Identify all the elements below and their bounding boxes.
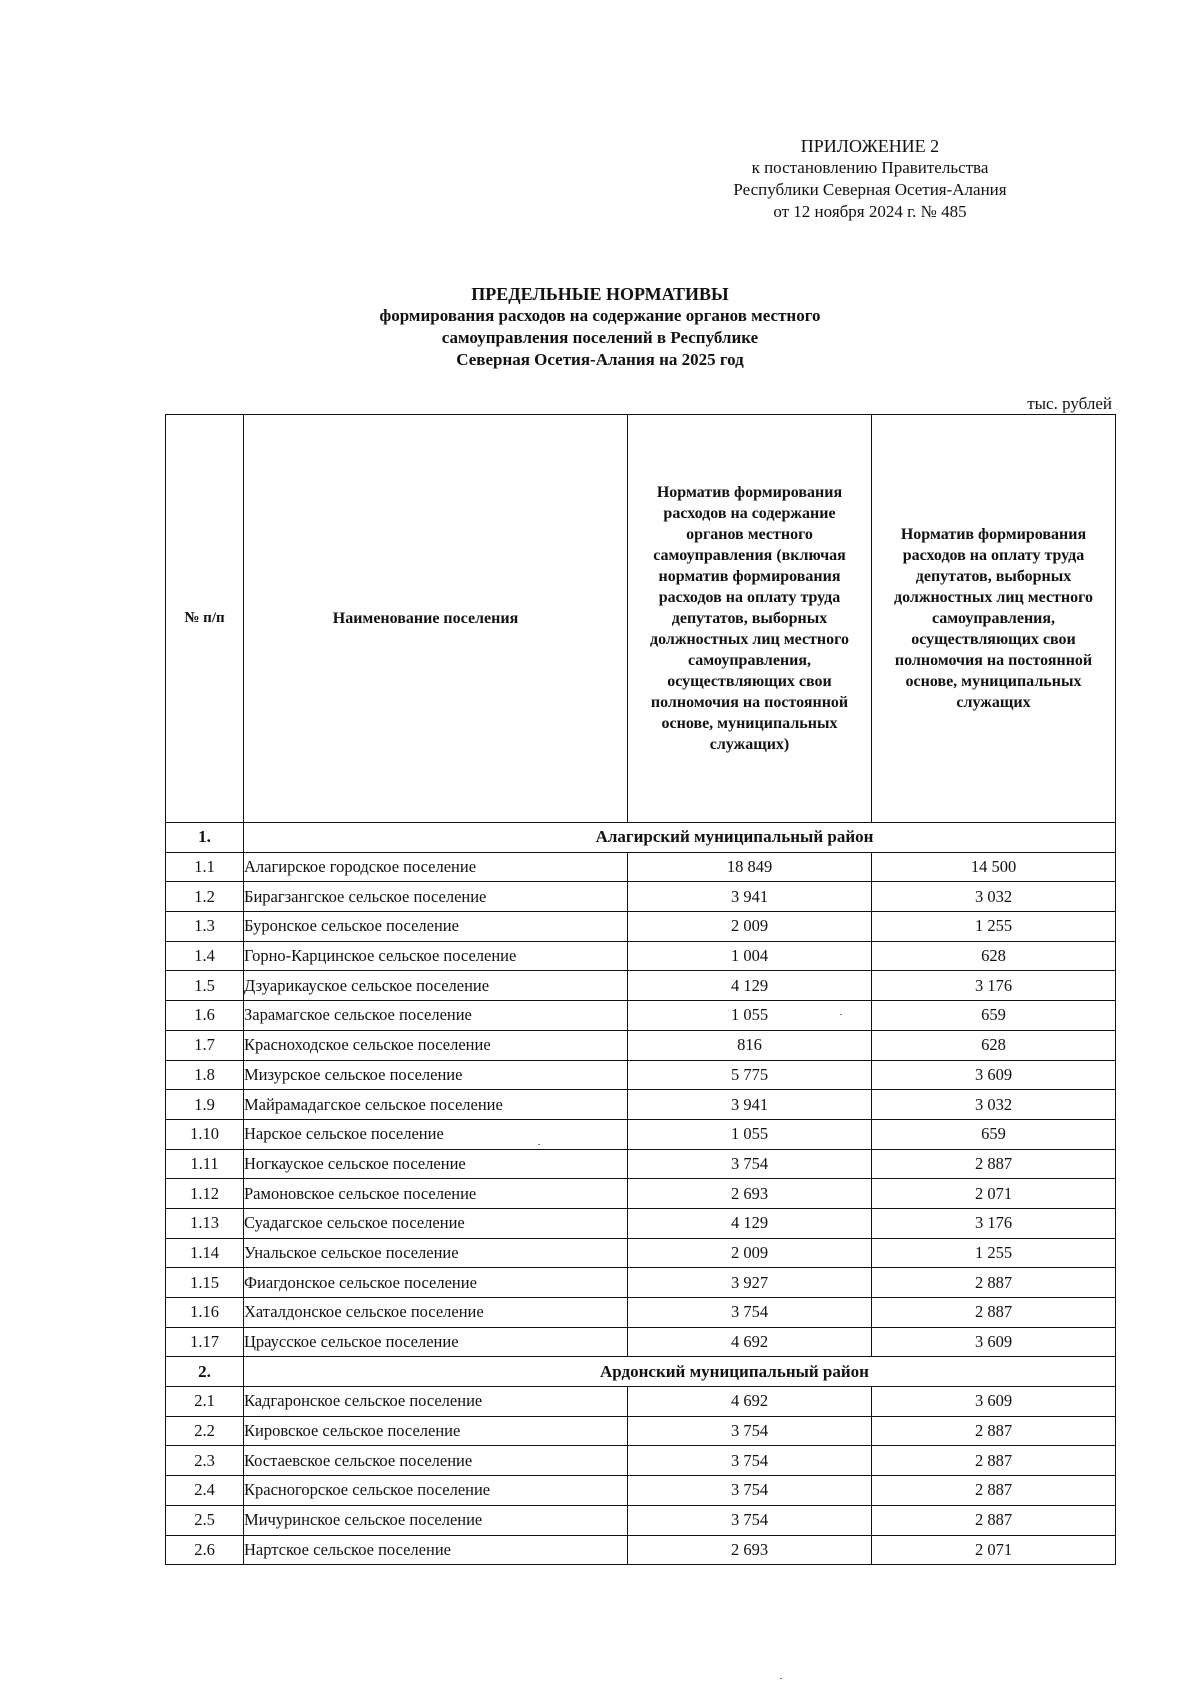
appendix-line: от 12 ноября 2024 г. № 485 [773,202,967,221]
appendix-title: ПРИЛОЖЕНИЕ 2 [800,136,940,156]
settlement-name: Алагирское городское поселение [244,852,628,882]
norm-total-value: 1 055 [628,1119,872,1149]
settlement-name: Фиагдонское сельское поселение [244,1268,628,1298]
norm-total-value: 18 849 [628,852,872,882]
norm-pay-value: 659 [872,1001,1116,1031]
row-num: 2.1 [166,1387,244,1417]
row-num: 1.8 [166,1060,244,1090]
section-name: Алагирский муниципальный район [244,823,1116,853]
norm-pay-value: 2 887 [872,1268,1116,1298]
norm-pay-value: 3 609 [872,1060,1116,1090]
settlement-name: Суадагское сельское поселение [244,1208,628,1238]
norm-pay-value: 659 [872,1119,1116,1149]
row-num: 1.5 [166,971,244,1001]
row-num: 1.1 [166,852,244,882]
norm-pay-value: 2 887 [872,1149,1116,1179]
table-row [166,1030,1116,1060]
norm-total-value: 2 009 [628,912,872,942]
settlement-name: Зарамагское сельское поселение [244,1001,628,1031]
norm-total-value: 3 754 [628,1505,872,1535]
table-row [166,941,1116,971]
table-row [166,1298,1116,1328]
section-num: 2. [166,1357,244,1387]
table-row [166,1090,1116,1120]
table-row [166,1060,1116,1090]
norm-total-value: 3 754 [628,1416,872,1446]
norm-total-value: 2 693 [628,1535,872,1565]
norm-pay-value: 3 609 [872,1327,1116,1357]
table-row [166,1238,1116,1268]
norm-total-value: 5 775 [628,1060,872,1090]
norm-total-value: 3 754 [628,1476,872,1506]
settlement-name: Мичуринское сельское поселение [244,1505,628,1535]
norm-total-value: 2 009 [628,1238,872,1268]
appendix-line: к постановлению Правительства [751,158,989,177]
row-num: 2.2 [166,1416,244,1446]
row-num: 2.4 [166,1476,244,1506]
table-row [166,971,1116,1001]
settlement-name: Бирагзангское сельское поселение [244,882,628,912]
norm-pay-value: 3 609 [872,1387,1116,1417]
norm-total-value: 3 941 [628,1090,872,1120]
scan-dot [780,1678,782,1679]
appendix-block [720,135,1020,223]
row-num: 1.15 [166,1268,244,1298]
row-num: 2.3 [166,1446,244,1476]
table-row [166,1476,1116,1506]
settlement-name: Хаталдонское сельское поселение [244,1298,628,1328]
row-num: 1.13 [166,1208,244,1238]
norm-total-value: 816 [628,1030,872,1060]
norm-total-value: 1 055 [628,1001,872,1031]
settlement-name: Красногорское сельское поселение [244,1476,628,1506]
title-line: Северная Осетия-Алания на 2025 год [456,350,744,369]
header-norm-total-text: Норматив формирования расходов на содержание органов местного самоуправления (включая норматив формирования расходов на оплату труда депутатов, выборных должностных лиц местного самоуправления, осуществляющих свои полномочия на постоянной основе, муниципальных служащих) [649,484,849,753]
row-num: 1.16 [166,1298,244,1328]
units-label: тыс. рублей [1027,394,1112,413]
table-row [166,1208,1116,1238]
settlement-name: Цраусское сельское поселение [244,1327,628,1357]
table-header-row [166,415,1116,823]
settlement-name: Горно-Карцинское сельское поселение [244,941,628,971]
row-num: 1.17 [166,1327,244,1357]
table-row [166,912,1116,942]
table-row [166,1001,1116,1031]
row-num: 1.3 [166,912,244,942]
norm-total-value: 3 927 [628,1268,872,1298]
norm-pay-value: 14 500 [872,852,1116,882]
norm-total-value: 4 692 [628,1327,872,1357]
norm-pay-value: 2 887 [872,1505,1116,1535]
header-norm-pay [872,415,1116,823]
row-num: 1.9 [166,1090,244,1120]
row-num: 1.6 [166,1001,244,1031]
header-norm-pay-text: Норматив формирования расходов на оплату труда депутатов, выборных должностных лиц местного самоуправления, осуществляющих свои полномочия на постоянной основе, муниципальных служащих [893,526,1093,711]
table-row [166,1416,1116,1446]
settlement-name: Майрамадагское сельское поселение [244,1090,628,1120]
norm-pay-value: 628 [872,1030,1116,1060]
table-row [166,1387,1116,1417]
settlement-name: Нарское сельское поселение [244,1119,628,1149]
row-num: 1.2 [166,882,244,912]
norm-total-value: 1 004 [628,941,872,971]
appendix-line: Республики Северная Осетия-Алания [733,180,1007,199]
settlement-name: Нартское сельское поселение [244,1535,628,1565]
row-num: 2.6 [166,1535,244,1565]
norm-pay-value: 3 176 [872,971,1116,1001]
row-num: 1.10 [166,1119,244,1149]
header-norm-total [628,415,872,823]
norm-pay-value: 2 887 [872,1298,1116,1328]
settlement-name: Мизурское сельское поселение [244,1060,628,1090]
scan-dot [538,1144,540,1145]
norm-pay-value: 628 [872,941,1116,971]
title-line: самоуправления поселений в Республике [441,328,759,347]
title-main: ПРЕДЕЛЬНЫЕ НОРМАТИВЫ [471,284,729,304]
norm-total-value: 4 692 [628,1387,872,1417]
section-row [166,1357,1116,1387]
norm-total-value: 4 129 [628,971,872,1001]
table-row [166,1179,1116,1209]
settlement-name: Буронское сельское поселение [244,912,628,942]
norm-total-value: 2 693 [628,1179,872,1209]
norm-pay-value: 2 887 [872,1416,1116,1446]
scan-dot [840,1014,842,1015]
norms-table [165,414,1116,1565]
norm-total-value: 4 129 [628,1208,872,1238]
norm-pay-value: 3 176 [872,1208,1116,1238]
table-row [166,1505,1116,1535]
header-num: № п/п [166,415,244,823]
row-num: 1.4 [166,941,244,971]
norm-total-value: 3 754 [628,1446,872,1476]
norm-pay-value: 2 071 [872,1535,1116,1565]
table-row [166,1119,1116,1149]
table-row [166,852,1116,882]
row-num: 1.7 [166,1030,244,1060]
norm-pay-value: 3 032 [872,1090,1116,1120]
table-row [166,1268,1116,1298]
norm-total-value: 3 754 [628,1298,872,1328]
table-row [166,1327,1116,1357]
table-body [166,823,1116,1565]
norm-pay-value: 2 071 [872,1179,1116,1209]
settlement-name: Ногкауское сельское поселение [244,1149,628,1179]
settlement-name: Унальское сельское поселение [244,1238,628,1268]
table-row [166,1149,1116,1179]
settlement-name: Кировское сельское поселение [244,1416,628,1446]
document-title [300,283,900,371]
norm-pay-value: 2 887 [872,1476,1116,1506]
settlement-name: Красноходское сельское поселение [244,1030,628,1060]
section-name: Ардонский муниципальный район [244,1357,1116,1387]
settlement-name: Костаевское сельское поселение [244,1446,628,1476]
header-name: Наименование поселения [244,415,628,823]
table-row [166,1446,1116,1476]
settlement-name: Дзуарикауское сельское поселение [244,971,628,1001]
table-row [166,882,1116,912]
norm-total-value: 3 941 [628,882,872,912]
title-line: формирования расходов на содержание органов местного [379,306,821,325]
settlement-name: Рамоновское сельское поселение [244,1179,628,1209]
norm-pay-value: 3 032 [872,882,1116,912]
norm-pay-value: 1 255 [872,912,1116,942]
section-row [166,823,1116,853]
section-num: 1. [166,823,244,853]
row-num: 2.5 [166,1505,244,1535]
row-num: 1.11 [166,1149,244,1179]
settlement-name: Кадгаронское сельское поселение [244,1387,628,1417]
row-num: 1.14 [166,1238,244,1268]
table-row [166,1535,1116,1565]
norm-pay-value: 1 255 [872,1238,1116,1268]
norm-total-value: 3 754 [628,1149,872,1179]
norm-pay-value: 2 887 [872,1446,1116,1476]
row-num: 1.12 [166,1179,244,1209]
